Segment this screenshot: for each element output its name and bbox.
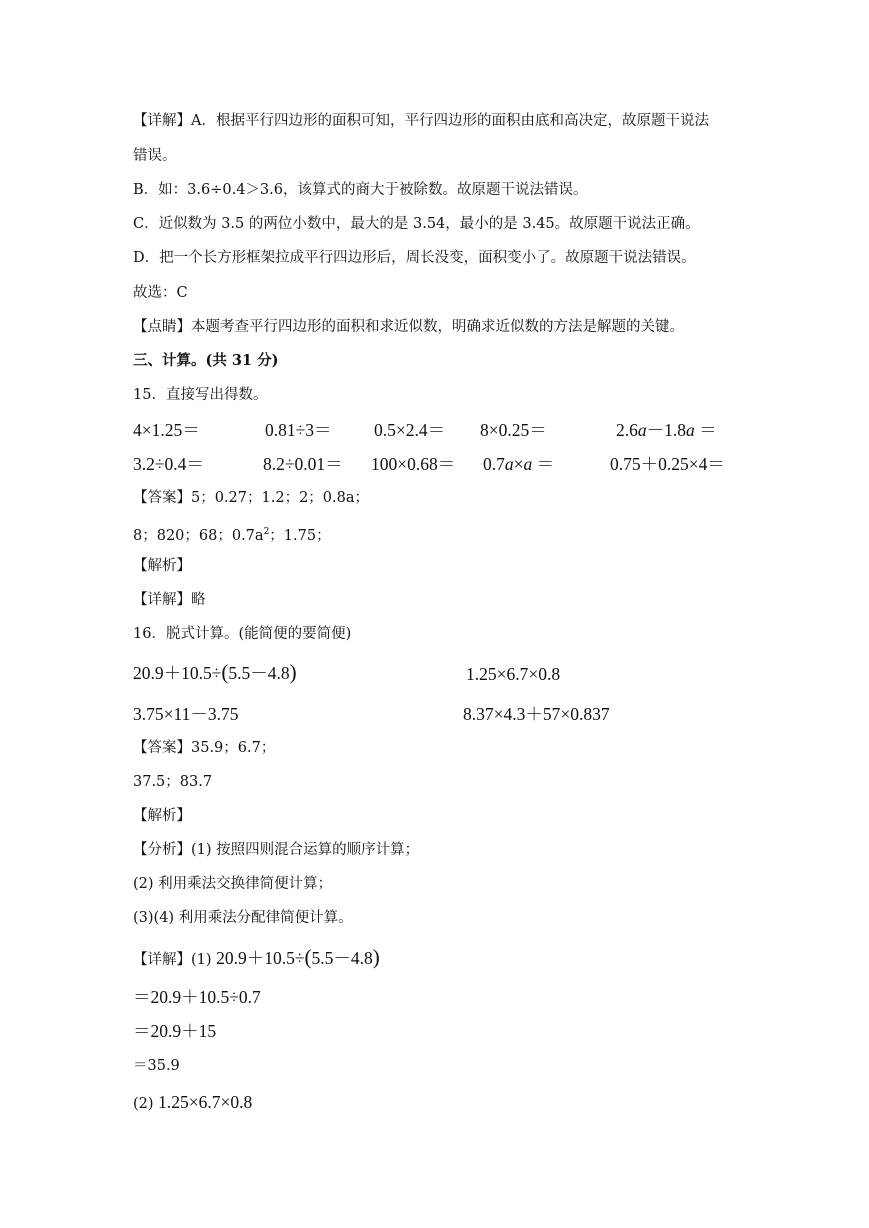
q16-part2-label: (2) (133, 1096, 159, 1112)
q14-choice: 故选：C (133, 285, 188, 301)
q16-part2-expr: 1.25×6.7×0.8 (158, 1092, 253, 1112)
q14-detail-line2: 错误。 (133, 148, 177, 164)
q14-comment: 【点睛】本题考查平行四边形的面积和求近似数，明确求近似数的方法是解题的关键。 (133, 319, 684, 335)
q16-expr-1: 20.9＋10.5÷(5.5－4.8) (133, 660, 297, 684)
section-title: 三、计算。(共 31 分) (133, 352, 279, 369)
q15-expr-3: 0.5×2.4＝ (374, 420, 446, 440)
q16-detail-label: 【详解】(1) (133, 952, 217, 968)
q15-analysis: 【解析】 (133, 558, 191, 574)
q15-expr-2: 0.81÷3＝ (265, 420, 332, 440)
q15-answer-line2: 8；820；68；$0.7a^2$；1.75； (133, 527, 331, 544)
q14-detail-line1: 【详解】A．根据平行四边形的面积可知，平行四边形的面积由底和高决定，故原题干说法 (133, 113, 709, 129)
q15-expr-6: 3.2÷0.4＝ (133, 454, 204, 474)
q16-detail-expr: 20.9＋10.5÷(5.5－4.8) (216, 945, 380, 969)
q16-method-3: (3)(4) 利用乘法分配律简便计算。 (133, 910, 353, 926)
q16-expr-3: 3.75×11－3.75 (133, 704, 239, 724)
q16-answer-line2: 37.5；83.7 (133, 774, 213, 790)
q16-answer-line1: 【答案】35.9；6.7； (133, 740, 276, 756)
q16-part2-line (133, 1091, 252, 1114)
q15-detail: 【详解】略 (133, 592, 206, 608)
q16-method-1: 【分析】(1) 按照四则混合运算的顺序计算； (133, 842, 420, 858)
q16-analysis: 【解析】 (133, 808, 191, 824)
q15-expr-7: 8.2÷0.01＝ (263, 454, 343, 474)
q14-detail-option-d: D．把一个长方形框架拉成平行四边形后，周长没变，面积变小了。故原题干说法错误。 (133, 250, 696, 266)
q16-expr-2: 1.25×6.7×0.8 (466, 664, 561, 684)
q15-expr-9: 0.7a×a ＝ (483, 454, 555, 474)
q14-detail-option-b: B．如：3.6÷0.4＞3.6，该算式的商大于被除数。故原题干说法错误。 (133, 182, 588, 198)
q15-expr-1: 4×1.25＝ (133, 420, 200, 440)
q15-expr-5: 2.6a－1.8a ＝ (616, 420, 717, 440)
q16-expr-4: 8.37×4.3＋57×0.837 (463, 704, 610, 724)
q15-expr-8: 100×0.68＝ (371, 454, 456, 474)
q16-title: 16．脱式计算。(能简便的要简便) (133, 626, 352, 642)
q14-detail-option-c: C．近似数为 3.5 的两位小数中，最大的是 3.54，最小的是 3.45。故原题干说法正确。 (133, 216, 700, 232)
q16-method-2: (2) 利用乘法交换律简便计算； (133, 876, 333, 892)
q15-expr-4: 8×0.25＝ (480, 420, 547, 440)
q15-title: 15．直接写出得数。 (133, 387, 268, 403)
q16-step-2: ＝20.9＋15 (133, 1021, 217, 1041)
q16-step-3: ＝35.9 (133, 1058, 180, 1074)
q16-step-1: ＝20.9＋10.5÷0.7 (133, 987, 261, 1007)
q16-detail-line (133, 946, 380, 970)
q15-answer-line1: 【答案】5；0.27；1.2；2；0.8a； (133, 490, 369, 506)
q15-expr-10: 0.75＋0.25×4＝ (610, 454, 725, 474)
